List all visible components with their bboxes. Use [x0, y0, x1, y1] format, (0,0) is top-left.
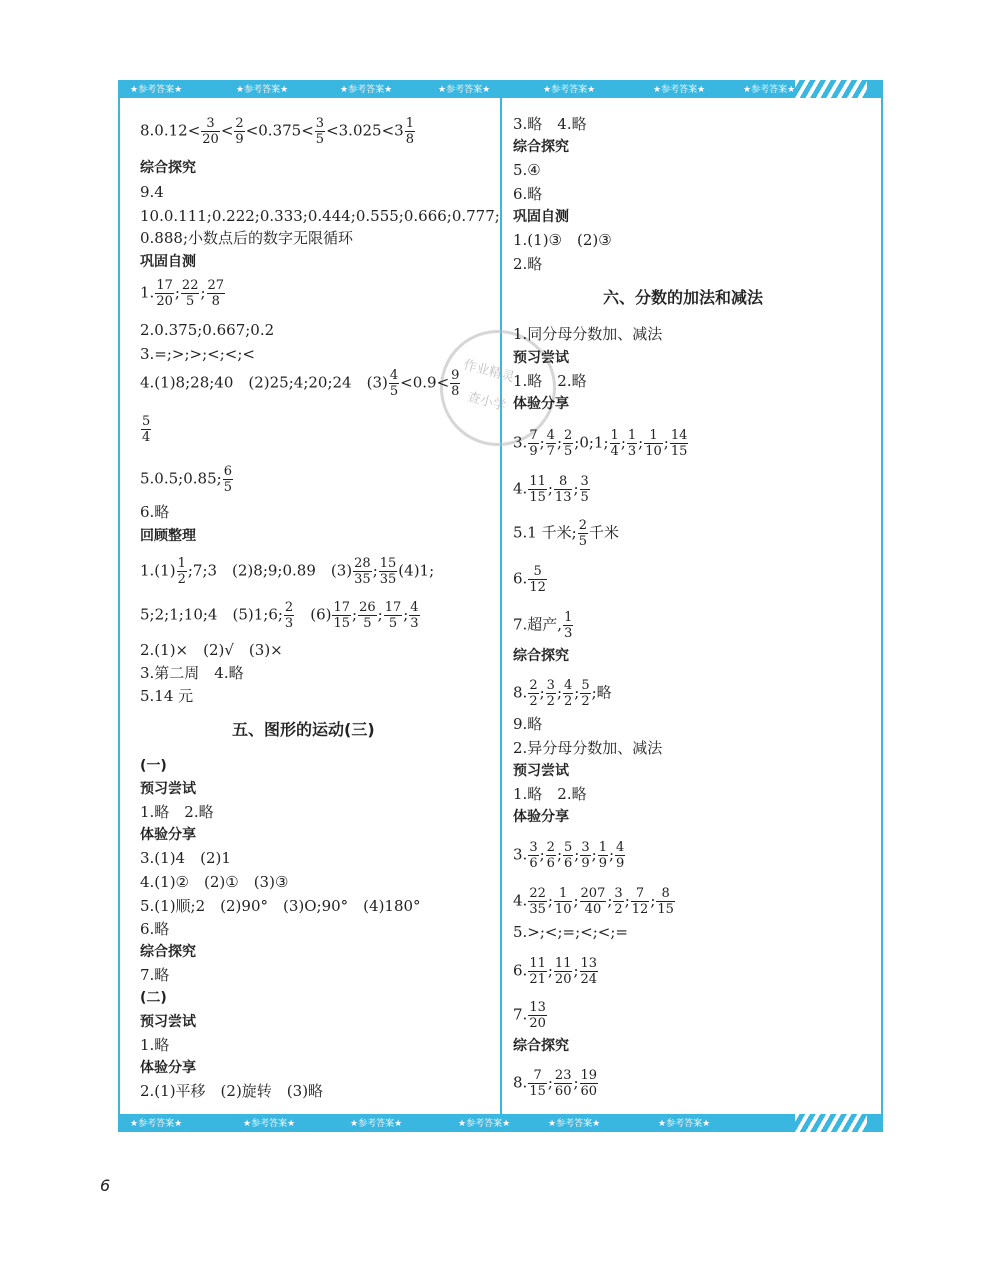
section-heading: 综合探究	[513, 139, 569, 155]
answer-line: 2.(1)平移 (2)旋转 (3)略	[140, 1082, 324, 1100]
page-number: 6	[100, 1176, 111, 1195]
answer-8b: 8. $\frac{7}{15}$ ; $\frac{23}{60}$ ; $\frac{19}{60}$	[513, 1068, 598, 1099]
answer-line: 1.略 2.略	[513, 785, 587, 803]
band-label: ★参考答案★	[243, 1119, 296, 1129]
part-label: (二)	[140, 990, 167, 1006]
answer-3b: 3. $\frac{3}{6}$ ; $\frac{2}{6}$ ; $\frac{5}{6}$ ; $\frac{3}{9}$ ; $\frac{1}{9}$ ; $\frac{4}{9}$	[513, 840, 625, 871]
review-1: 1.(1) $\frac{1}{2}$ ;7;3 (2)8;9;0.89 (3) $\frac{28}{35}$ ; $\frac{15}{35}$ (4)1;	[140, 556, 435, 587]
stripe-decoration	[795, 1114, 867, 1132]
answer-line: 5.(1)顺;2 (2)90° (3)O;90° (4)180°	[140, 897, 421, 915]
answer-5b: 5.>;<;=;<;<;=	[513, 923, 628, 941]
section-heading: 体验分享	[140, 1060, 196, 1076]
answer-line: 5.④	[513, 161, 541, 179]
answer-line: 7.略	[140, 966, 170, 984]
answer-6: 6.略	[140, 503, 170, 521]
answer-line: 2.略	[513, 255, 543, 273]
answer-line: 1.略	[140, 1036, 170, 1054]
answer-line: 6.略	[513, 185, 543, 203]
section-heading: 体验分享	[513, 809, 569, 825]
answer-10-cont: 0.888;小数点后的数字无限循环	[140, 229, 353, 247]
band-label: ★参考答案★	[543, 85, 596, 95]
answer-8: 8. $\frac{2}{2}$ ; $\frac{3}{2}$ ; $\frac{4}{2}$ ; $\frac{5}{2}$ ;略	[513, 678, 612, 709]
answer-4-cont: $\frac{5}{4}$	[142, 414, 151, 445]
answer-line: 1.略 2.略	[513, 372, 587, 390]
band-label: ★参考答案★	[350, 1119, 403, 1129]
column-divider	[500, 98, 502, 1114]
answer-9: 9.略	[513, 715, 543, 733]
answer-line: 3.(1)4 (2)1	[140, 849, 231, 867]
band-label: ★参考答案★	[548, 1119, 601, 1129]
answer-6: 6. $\frac{5}{12}$	[513, 564, 546, 595]
band-label: ★参考答案★	[236, 85, 289, 95]
answer-7b: 7. $\frac{13}{20}$	[513, 1000, 546, 1031]
top-band	[118, 80, 883, 98]
answer-3: 3.=;>;>;<;<;<	[140, 345, 255, 363]
section-heading: 综合探究	[140, 944, 196, 960]
band-label: ★参考答案★	[658, 1119, 711, 1129]
band-label: ★参考答案★	[130, 1119, 183, 1129]
band-label: ★参考答案★	[438, 85, 491, 95]
section-heading: 巩固自测	[513, 209, 569, 225]
review-3: 3.第二周 4.略	[140, 664, 244, 682]
section-heading: 回顾整理	[140, 528, 196, 544]
band-label: ★参考答案★	[130, 85, 183, 95]
answer-line: 6.略	[140, 920, 170, 938]
answer-6b: 6. $\frac{11}{21}$ ; $\frac{11}{20}$ ; $\frac{13}{24}$	[513, 956, 598, 987]
section-heading: 预习尝试	[140, 1014, 196, 1030]
part-label: (一)	[140, 758, 167, 774]
section-heading: 预习尝试	[513, 763, 569, 779]
answer-5: 5.0.5;0.85; $\frac{6}{5}$	[140, 464, 232, 495]
answer-4: 4.(1)8;28;40 (2)25;4;20;24 (3) $\frac{4}{5}$ <0.9< $\frac{9}{8}$	[140, 368, 460, 399]
subsection-title: 2.异分母分数加、减法	[513, 739, 663, 757]
section-title: 五、图形的运动(三)	[232, 720, 375, 739]
subsection-title: 1.同分母分数加、减法	[513, 325, 663, 343]
review-2: 2.(1)× (2)√ (3)×	[140, 641, 283, 659]
answer-2: 2.0.375;0.667;0.2	[140, 321, 275, 339]
answer-7: 7.超产, $\frac{1}{3}$	[513, 610, 573, 641]
answer-9: 9.4	[140, 183, 164, 201]
section-heading: 综合探究	[140, 160, 196, 176]
bottom-band	[118, 1114, 883, 1132]
band-label: ★参考答案★	[458, 1119, 511, 1129]
answer-line: 1.略 2.略	[140, 803, 214, 821]
section-heading: 体验分享	[513, 396, 569, 412]
answer-8: 8.0.12< $\frac{3}{20}$ < $\frac{2}{9}$ <0.375< $\frac{3}{5}$ <3.025<3 $\frac{1}{8}$	[140, 116, 414, 147]
answer-line: 1.(1)③ (2)③	[513, 231, 612, 249]
answer-line: 4.(1)② (2)① (3)③	[140, 873, 289, 891]
answer-5: 5.1 千米; $\frac{2}{5}$ 千米	[513, 518, 619, 549]
answer-4: 4. $\frac{11}{15}$ ; $\frac{8}{13}$ ; $\frac{3}{5}$	[513, 474, 589, 505]
band-label: ★参考答案★	[340, 85, 393, 95]
band-label: ★参考答案★	[653, 85, 706, 95]
section-title: 六、分数的加法和减法	[603, 288, 764, 307]
answer-line: 3.略 4.略	[513, 115, 587, 133]
review-1-cont: 5;2;1;10;4 (5)1;6; $\frac{2}{3}$ (6) $\frac{17}{15}$ ; $\frac{26}{5}$ ; $\frac{17}{5}$ ; $\frac{4}{3}$	[140, 600, 419, 631]
section-heading: 预习尝试	[513, 350, 569, 366]
section-heading: 综合探究	[513, 648, 569, 664]
answer-1: 1. $\frac{17}{20}$ ; $\frac{22}{5}$ ; $\frac{27}{8}$	[140, 278, 225, 309]
band-label: ★参考答案★	[743, 85, 796, 95]
section-heading: 巩固自测	[140, 254, 196, 270]
section-heading: 体验分享	[140, 827, 196, 843]
answer-4b: 4. $\frac{22}{35}$ ; $\frac{1}{10}$ ; $\frac{207}{40}$ ; $\frac{3}{2}$ ; $\frac{7}{12}$ ; $\frac{8}{15}$	[513, 886, 674, 917]
stripe-decoration	[795, 80, 867, 98]
section-heading: 预习尝试	[140, 781, 196, 797]
answer-10: 10.0.111;0.222;0.333;0.444;0.555;0.666;0.777;	[140, 207, 500, 225]
answer-3: 3. $\frac{7}{9}$ ; $\frac{4}{7}$ ; $\frac{2}{5}$ ;0;1; $\frac{1}{4}$ ; $\frac{1}{3}$ ; $\frac{1}{10}$ ; $\frac{14}{15}$	[513, 428, 688, 459]
watermark-stamp: 作业精灵 查小学	[427, 317, 569, 459]
review-5: 5.14 元	[140, 687, 194, 705]
section-heading: 综合探究	[513, 1038, 569, 1054]
